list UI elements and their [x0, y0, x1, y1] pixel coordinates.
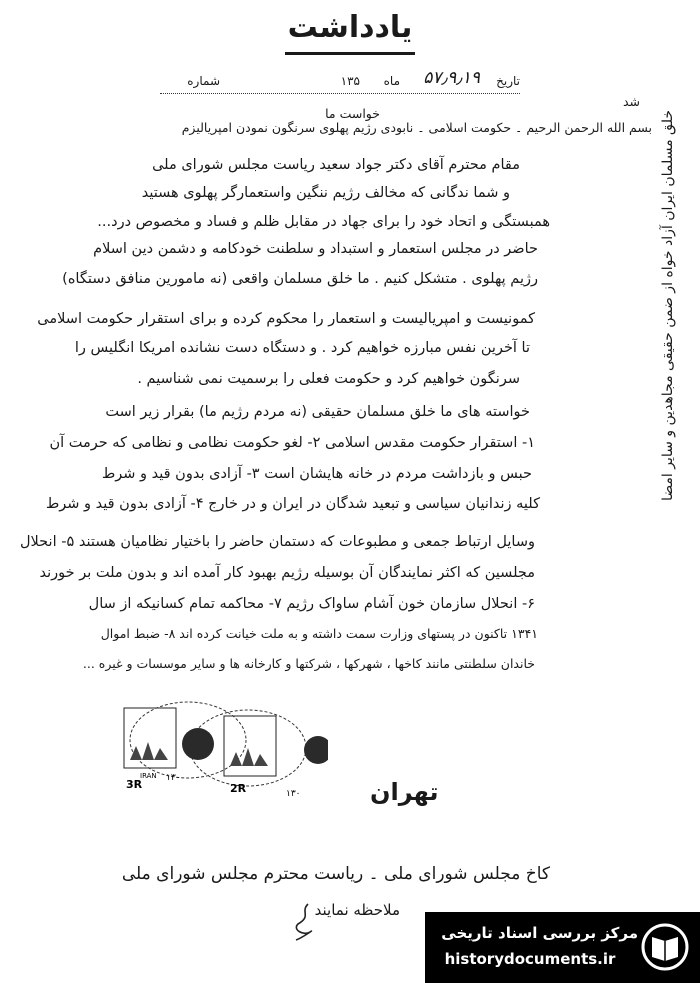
- stamp-country-1: IRAN: [140, 772, 157, 780]
- document-title: یادداشت: [287, 10, 413, 45]
- body-line: حبس و بازداشت مردم در خانه هایشان است ۳- آزادی بدون قید و شرط: [101, 466, 532, 482]
- body-line: حاضر در مجلس استعمار و استبداد و سلطنت خودکامه و دشمن دین اسلام: [93, 241, 538, 257]
- stamp-number-2: ۱۳۰: [286, 789, 301, 799]
- title-underline: [285, 52, 415, 55]
- stamp-value-1: 3R: [126, 778, 143, 791]
- body-line: مقام محترم آقای دکتر جواد سعید ریاست مجلس شورای ملی: [152, 157, 520, 173]
- body-line: ۱۳۴۱ تاکنون در پستهای وزارت سمت داشته و به ملت خیانت کرده اند ۸- ضبط اموال: [100, 626, 538, 641]
- body-line: ۱- استقرار حکومت مقدس اسلامی ۲- لغو حکومت نظامی و نظامی که حرمت آن: [49, 435, 535, 451]
- body-line: کلیه زندانیان سیاسی و تبعید شدگان در ایران و در خارج ۴- آزادی بدون قید و شرط: [45, 496, 540, 512]
- watermark-persian: مرکز بررسی اسناد تاریخی: [441, 924, 638, 942]
- body-line: ۶- انحلال سازمان خون آشام ساواک رژیم ۷- محاکمه تمام کسانیکه از سال: [88, 596, 535, 612]
- body-line: کمونیست و امپریالیست و استعمار را محکوم کرده و برای استقرار حکومت اسلامی: [37, 311, 535, 327]
- address-line: کاخ مجلس شورای ملی ۔ ریاست محترم مجلس شورای ملی: [121, 864, 550, 884]
- date-value: ۵۷٫۹٫۱۹: [423, 68, 480, 88]
- month-label: ماه: [383, 74, 400, 88]
- stamp-value-2: 2R: [230, 782, 247, 795]
- body-line: تا آخرین نفس مبارزه خواهیم کرد . و دستگاه دست نشانده امریکا انگلیس را: [74, 340, 530, 356]
- body-line: وسایل ارتباط جمعی و مطبوعات که دستمان حاضر را باختیار نظامیان هستند ۵- انحلال: [19, 534, 535, 550]
- signature-mark: [290, 902, 320, 942]
- body-line: رژیم پهلوی . متشکل کنیم . ما خلق مسلمان واقعی (نه مامورین منافق دستگاه): [62, 271, 538, 287]
- book-logo-icon: [640, 921, 690, 973]
- body-line: سرنگون خواهیم کرد و حکومت فعلی را برسمیت نمی شناسیم .: [137, 371, 520, 387]
- stamp-number-1: ۱۳۰: [166, 773, 181, 783]
- top-right-note: خواست ما: [325, 106, 380, 121]
- city-name: تهران: [370, 778, 439, 806]
- watermark-english: historydocuments.ir: [444, 950, 616, 968]
- date-label: تاریخ: [496, 74, 520, 88]
- body-line: خاندان سلطنتی مانند کاخها ، شهرکها ، شرکتها و کارخانه ها و سایر موسسات و غیره ...: [82, 656, 535, 671]
- closing-line: ملاحظه نمایند: [314, 901, 400, 919]
- body-line: و شما ندگانی که مخالف رژیم ننگین واستعمارگر پهلوی هستید: [141, 185, 510, 201]
- year-value: ۱۳۵: [340, 74, 360, 88]
- body-line: خواسته های ما خلق مسلمان حقیقی (نه مردم رژیم ما) بقرار زیر است: [105, 404, 530, 420]
- margin-note: خلق مسلمان ایران آزاد خواه از ضمن حقیقی مجاهدین و سایر امضا: [660, 110, 676, 502]
- number-label: شماره: [187, 74, 220, 88]
- postage-stamps: [118, 700, 328, 800]
- body-line: همبستگی و اتحاد خود را برای جهاد در مقابل ظلم و فساد و مخصوص درد...: [97, 214, 550, 230]
- header-note: شد: [622, 94, 640, 109]
- body-line: مجلسین که اکثر نمایندگان آن بوسیله رژیم بهبود کار آمده اند و بدون ملت بر خورند: [39, 565, 535, 581]
- body-line: بسم الله الرحمن الرحیم ۔ حکومت اسلامی ۔ نابودی رژیم پهلوی سرنگون نمودن امپریالیزم: [181, 120, 652, 135]
- meta-divider: [160, 93, 520, 94]
